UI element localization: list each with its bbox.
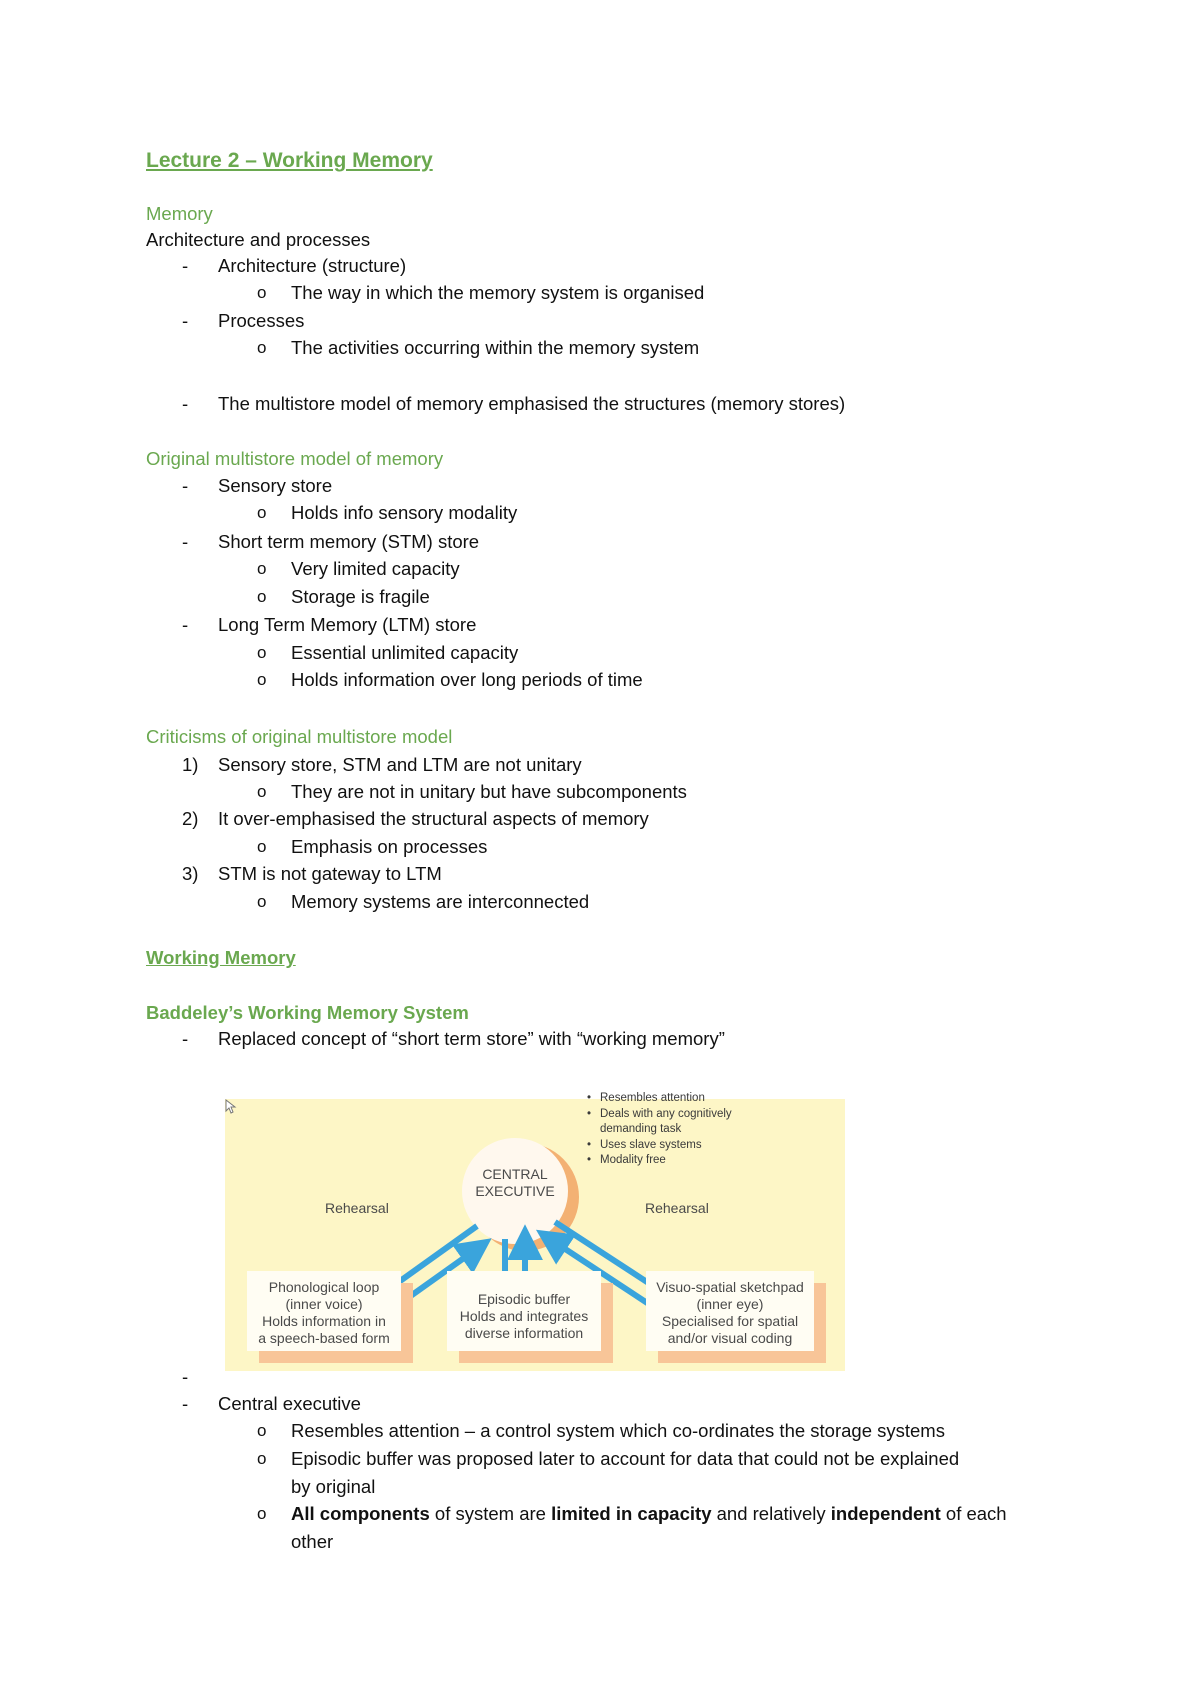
list-item: Sensory store, STM and LTM are not unitary [218, 754, 582, 775]
list-item: Central executive [218, 1393, 361, 1414]
section-heading-working-memory: Working Memory [146, 947, 296, 968]
bullet-text: • Resembles attention [585, 1091, 732, 1107]
numbered-marker: 3) [182, 863, 199, 884]
list-item: Emphasis on processes [291, 836, 488, 857]
memory-intro: Architecture and processes [146, 229, 371, 250]
list-item: Processes [218, 310, 305, 331]
list-item: It over-emphasised the structural aspects of memory [218, 808, 649, 829]
list-item-continuation: other [291, 1531, 334, 1552]
bullet-dash: - [182, 475, 189, 496]
plain-text: of system are [429, 1503, 552, 1524]
bullet-circle: o [257, 338, 267, 357]
bullet-text: • Modality free [585, 1153, 732, 1169]
bullet-text: • Deals with any cognitively [585, 1107, 732, 1123]
bullet-dash: - [182, 393, 189, 414]
bullet-circle: o [257, 892, 267, 911]
central-executive-label: CENTRAL EXECUTIVE [475, 1166, 555, 1199]
list-item: Memory systems are interconnected [291, 891, 590, 912]
numbered-marker: 1) [182, 754, 199, 775]
bullet-circle: o [257, 283, 267, 302]
visuo-spatial-sketchpad-label: Visuo-spatial sketchpad (inner eye) Specialised for spatial and/or visual coding [656, 1279, 804, 1346]
list-item: The multistore model of memory emphasised the structures (memory stores) [218, 393, 846, 414]
numbered-marker: 2) [182, 808, 199, 829]
list-item: Holds info sensory modality [291, 502, 518, 523]
list-item: Sensory store [218, 475, 333, 496]
phonological-loop-label: Phonological loop (inner voice) Holds information in a speech-based form [258, 1279, 390, 1346]
central-executive-bullets [585, 1091, 732, 1169]
bullet-circle: o [257, 1449, 267, 1468]
bullet-dash: - [182, 531, 189, 552]
list-item: Essential unlimited capacity [291, 642, 519, 663]
rehearsal-left-label: Rehearsal [325, 1200, 389, 1216]
list-item: The activities occurring within the memory system [291, 337, 700, 358]
list-item: STM is not gateway to LTM [218, 863, 442, 884]
list-item: Holds information over long periods of time [291, 669, 643, 690]
bullet-circle: o [257, 503, 267, 522]
section-heading-original: Original multistore model of memory [146, 448, 444, 469]
bullet-dash: - [182, 310, 189, 331]
bullet-circle: o [257, 587, 267, 606]
list-item-continuation: by original [291, 1476, 376, 1497]
list-item: The way in which the memory system is organised [291, 282, 705, 303]
bullet-circle: o [257, 559, 267, 578]
list-item: Architecture (structure) [218, 255, 407, 276]
section-heading-criticisms: Criticisms of original multistore model [146, 726, 453, 747]
bullet-dash: - [182, 1393, 189, 1414]
bullet-dash: - [182, 255, 189, 276]
bold-text: limited in capacity [551, 1503, 712, 1524]
working-memory-diagram [225, 1092, 845, 1371]
bullet-dash: - [182, 1028, 189, 1049]
episodic-buffer-label: Episodic buffer Holds and integrates diverse information [459, 1291, 589, 1341]
bullet-circle: o [257, 1421, 267, 1440]
list-item: They are not in unitary but have subcomponents [291, 781, 687, 802]
mouse-pointer-icon [225, 1099, 237, 1115]
list-item: Storage is fragile [291, 586, 430, 607]
plain-text: of each [940, 1503, 1007, 1524]
bullet-circle: o [257, 782, 267, 801]
list-item: Replaced concept of “short term store” with “working memory” [218, 1028, 725, 1049]
plain-text: and relatively [711, 1503, 831, 1524]
bullet-circle: o [257, 670, 267, 689]
section-heading-baddeley: Baddeley’s Working Memory System [146, 1002, 469, 1023]
list-item: Long Term Memory (LTM) store [218, 614, 477, 635]
list-item: Short term memory (STM) store [218, 531, 480, 552]
list-item: Episodic buffer was proposed later to account for data that could not be explained [291, 1448, 960, 1469]
bold-text: All components [291, 1503, 430, 1524]
bullet-dash: - [182, 1366, 189, 1387]
bullet-circle: o [257, 837, 267, 856]
bullet-circle: o [257, 643, 267, 662]
bullet-text-continuation: demanding task [600, 1123, 682, 1135]
section-heading-memory: Memory [146, 203, 213, 224]
list-item: Resembles attention – a control system which co-ordinates the storage systems [291, 1420, 945, 1441]
rehearsal-right-label: Rehearsal [645, 1200, 709, 1216]
bullet-dash: - [182, 614, 189, 635]
bullet-text: • Uses slave systems [585, 1138, 732, 1154]
bold-text: independent [830, 1503, 941, 1524]
list-item-rich [291, 1502, 1007, 1526]
page-title: Lecture 2 – Working Memory [146, 149, 433, 172]
bullet-circle: o [257, 1504, 267, 1523]
list-item: Very limited capacity [291, 558, 460, 579]
